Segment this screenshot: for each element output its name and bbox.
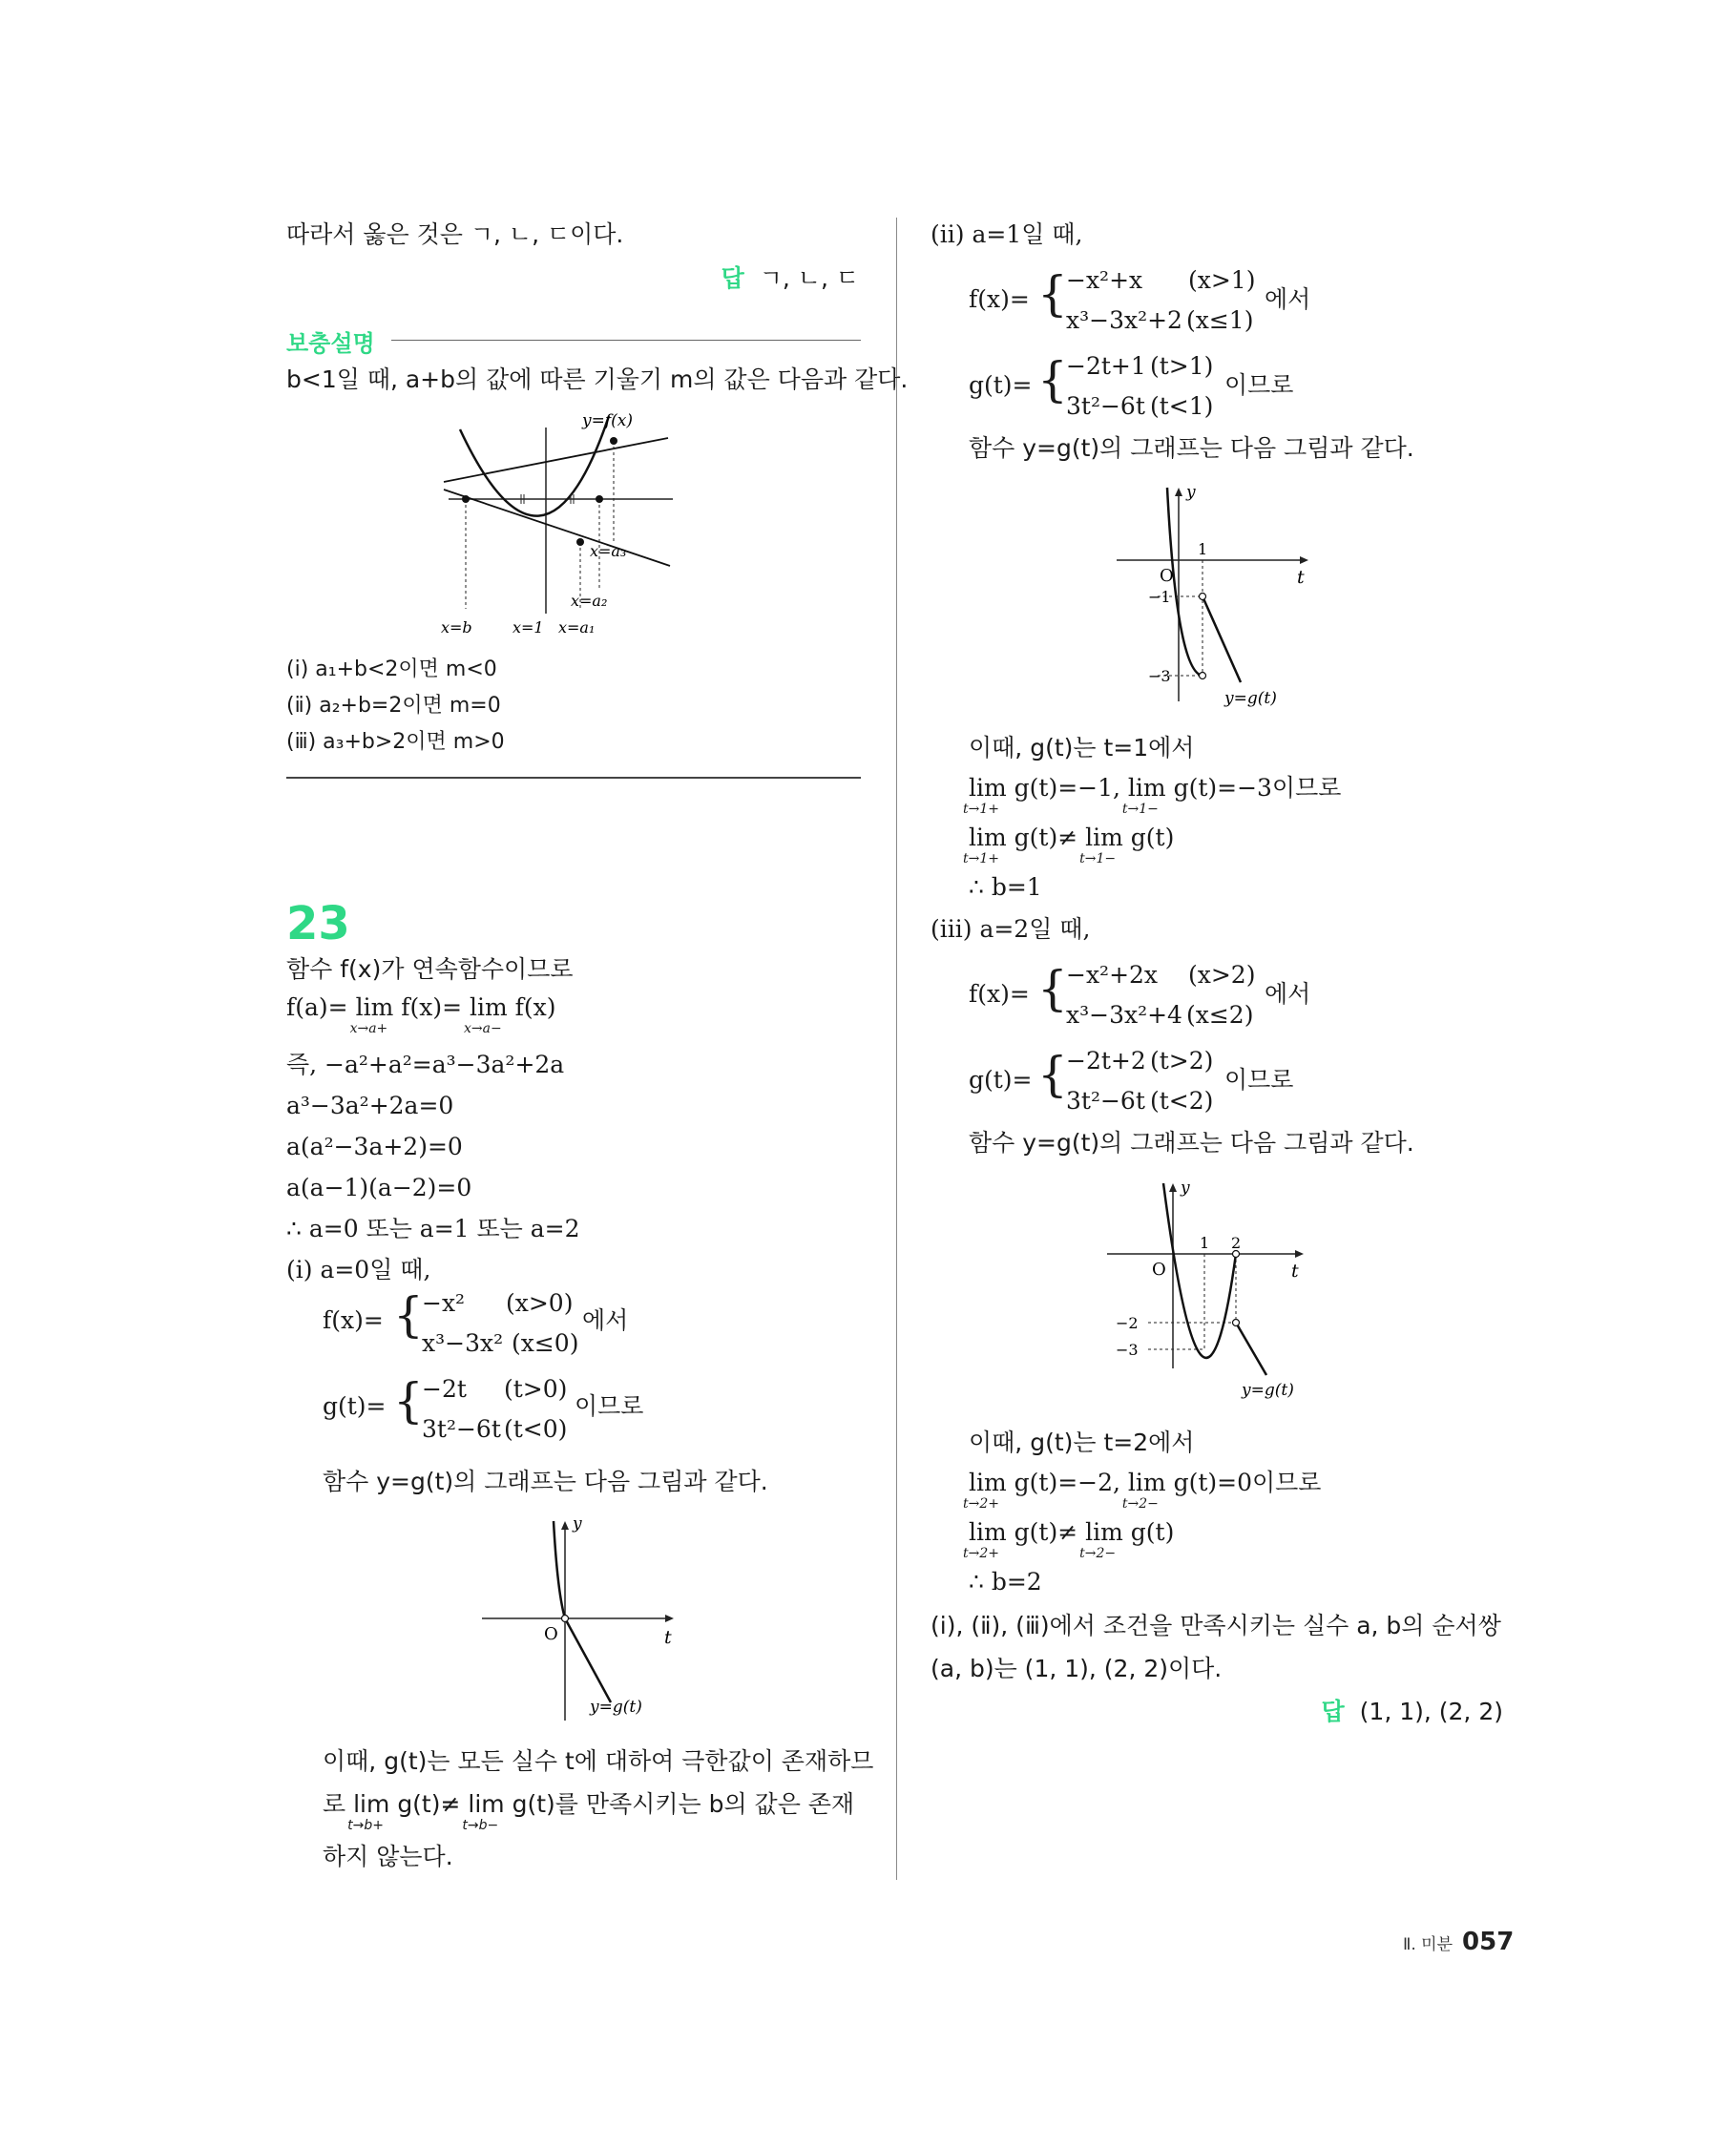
curve-label: y=f(x) <box>582 411 633 430</box>
case-2-g-suffix: 이므로 <box>1224 371 1294 399</box>
origin-label: O <box>1152 1260 1166 1280</box>
case-2-g-bot-cond: (t<1) <box>1150 392 1214 420</box>
text: g(t)≠ <box>1014 824 1078 851</box>
case-1-g-name: g(t)= <box>323 1392 387 1420</box>
problem-number: 23 <box>286 897 350 950</box>
label-a3: x=a₃ <box>590 542 627 560</box>
case-3-g-bot-cond: (t<2) <box>1150 1087 1214 1115</box>
case-2-f-top: −x²+x <box>1066 266 1143 294</box>
g-label: y=g(t) <box>590 1698 642 1717</box>
lim-subscript: x→a− <box>464 1021 502 1036</box>
lim-operator <box>963 823 1007 866</box>
supplement-case-2: (ⅱ) a₂+b=2이면 m=0 <box>286 694 501 718</box>
tick-label-1: 1 <box>1198 540 1208 558</box>
case-3-after: 이때, g(t)는 t=2에서 <box>969 1429 1195 1456</box>
point-a3 <box>610 437 617 445</box>
lim-operator <box>963 1468 1007 1512</box>
lim-eq-mid: f(x)= <box>401 993 463 1021</box>
g-line-right <box>1236 1323 1266 1375</box>
page-number: 057 <box>1462 1928 1515 1956</box>
case-3-g-bot: 3t²−6t <box>1066 1087 1145 1115</box>
supplement-intro: b<1일 때, a+b의 값에 따른 기울기 m의 값은 다음과 같다. <box>286 365 909 393</box>
text: 로 <box>323 1790 346 1818</box>
text: g(t)=−1, <box>1014 774 1120 802</box>
case-2-g-bot: 3t²−6t <box>1066 392 1145 420</box>
t-axis-arrow <box>665 1615 674 1622</box>
lim-subscript: t→1+ <box>963 851 999 866</box>
lim-word: lim <box>969 1469 1007 1496</box>
case-1-f-bot-cond: (x≤0) <box>512 1329 579 1357</box>
lim-operator <box>464 992 508 1036</box>
y-label: y <box>573 1515 582 1534</box>
g-label: y=g(t) <box>1224 689 1277 708</box>
y-axis-arrow <box>1169 1183 1177 1192</box>
point-a1 <box>576 538 584 546</box>
y-label: y <box>1186 483 1196 502</box>
lim-eq-lhs: f(a)= <box>286 993 348 1021</box>
case-3-graph-intro: 함수 y=g(t)의 그래프는 다음 그림과 같다. <box>969 1129 1414 1157</box>
lim-word: lim <box>470 993 508 1021</box>
t-label: t <box>1297 567 1305 588</box>
t-label: t <box>1291 1261 1299 1282</box>
case-3-lim-line-2 <box>963 1517 1175 1561</box>
lim-word: lim <box>355 993 394 1021</box>
case-3-f-top: −x²+2x <box>1066 961 1159 989</box>
brace: { <box>1037 961 1068 1016</box>
supplement-case-3: (ⅲ) a₃+b>2이면 m>0 <box>286 730 505 754</box>
tick-label-1: 1 <box>1200 1234 1210 1252</box>
case-2-result: ∴ b=1 <box>969 873 1042 901</box>
lim-subscript: t→1+ <box>963 802 999 817</box>
limit-equation <box>286 992 556 1036</box>
case-3-f-suffix: 에서 <box>1265 980 1311 1008</box>
lim-word: lim <box>1085 824 1123 851</box>
origin-label: O <box>1160 566 1174 586</box>
label-xb: x=b <box>441 618 472 636</box>
lim-subscript: t→2+ <box>963 1496 999 1512</box>
case-1-f-top-cond: (x>0) <box>506 1289 574 1317</box>
text: g(t)≠ <box>1014 1518 1078 1546</box>
brace: { <box>1037 352 1068 407</box>
tick-label-minus-1: −1 <box>1148 588 1171 606</box>
supplement-title: 보충설명 <box>286 330 375 357</box>
brace: { <box>1037 266 1068 322</box>
open-point-minus-2 <box>1233 1320 1240 1326</box>
case-3-f-bot-cond: (x≤2) <box>1186 1001 1254 1029</box>
supplement-figure <box>429 408 706 642</box>
origin-point <box>562 1616 569 1622</box>
case-3-graph <box>1102 1178 1331 1407</box>
brace: { <box>393 1373 424 1429</box>
lim-subscript: t→b− <box>462 1818 499 1833</box>
lim-subscript: t→b+ <box>347 1818 384 1833</box>
lim-subscript: t→1− <box>1121 802 1159 817</box>
lim-word: lim <box>353 1790 390 1818</box>
lim-word: lim <box>969 824 1007 851</box>
point-b <box>462 495 470 503</box>
chapter-label: Ⅱ. 미분 <box>1403 1935 1454 1954</box>
answer-value: ㄱ, ㄴ, ㄷ <box>759 264 859 292</box>
lim-subscript: t→2− <box>1121 1496 1159 1512</box>
t-label: t <box>664 1627 672 1648</box>
page-footer <box>1403 1928 1515 1956</box>
g-curve-left <box>554 1521 565 1618</box>
lim-operator <box>347 1789 390 1833</box>
text: g(t)를 만족시키는 b의 값은 존재 <box>512 1790 855 1818</box>
case-3-f-bot: x³−3x²+4 <box>1066 1001 1182 1029</box>
case-3-g-top: −2t+2 <box>1066 1047 1146 1074</box>
lim-operator <box>1079 823 1123 866</box>
supplement-case-1: (ⅰ) a₁+b<2이면 m<0 <box>286 657 497 681</box>
case-2-heading: (ⅱ) a=1일 때, <box>931 220 1083 248</box>
lim-word: lim <box>1085 1518 1123 1546</box>
case-3-f-top-cond: (x>2) <box>1188 961 1256 989</box>
case-1-after-1: 이때, g(t)는 모든 실수 t에 대하여 극한값이 존재하므 <box>323 1747 874 1775</box>
case-2-lim-line-2 <box>963 823 1175 866</box>
tick-label-minus-3: −3 <box>1116 1341 1139 1359</box>
case-1-g-top: −2t <box>422 1375 467 1403</box>
case-1-f-bot: x³−3x² <box>422 1329 504 1357</box>
point-a2 <box>596 495 603 503</box>
case-3-f-name: f(x)= <box>969 980 1030 1008</box>
conclusion-text: 따라서 옳은 것은 ㄱ, ㄴ, ㄷ이다. <box>286 220 624 248</box>
answer-label: 답 <box>721 264 744 292</box>
lim-operator <box>462 1789 505 1833</box>
final-answer-box <box>1322 1697 1503 1727</box>
case-1-after-2 <box>323 1789 855 1833</box>
g-line-right <box>565 1618 611 1702</box>
lim-operator <box>349 992 394 1036</box>
case-1-heading: (ⅰ) a=0일 때, <box>286 1256 431 1283</box>
case-1-after-3: 하지 않는다. <box>323 1843 453 1870</box>
solution-line-3: 즉, −a²+a²=a³−3a²+2a <box>286 1051 565 1078</box>
lim-word: lim <box>969 1518 1007 1546</box>
case-2-f-bot-cond: (x≤1) <box>1186 306 1254 334</box>
case-2-f-suffix: 에서 <box>1265 285 1311 313</box>
case-1-f-suffix: 에서 <box>582 1306 629 1334</box>
case-2-after: 이때, g(t)는 t=1에서 <box>969 734 1195 762</box>
text: g(t)=0이므로 <box>1173 1469 1322 1496</box>
g-parabola <box>1163 1183 1236 1358</box>
case-1-f-name: f(x)= <box>323 1306 384 1334</box>
brace: { <box>393 1287 424 1343</box>
lim-word: lim <box>1127 774 1166 802</box>
t-axis-arrow <box>1300 556 1308 564</box>
lim-operator <box>1079 1517 1123 1561</box>
solution-line-4: a³−3a²+2a=0 <box>286 1092 454 1119</box>
lim-subscript: t→2− <box>1079 1546 1117 1561</box>
case-2-f-top-cond: (x>1) <box>1188 266 1256 294</box>
solution-line-5: a(a²−3a+2)=0 <box>286 1133 463 1160</box>
text: g(t) <box>1130 1518 1175 1546</box>
label-x1: x=1 <box>512 618 544 636</box>
column-divider <box>896 218 897 1880</box>
case-1-graph-intro: 함수 y=g(t)의 그래프는 다음 그림과 같다. <box>323 1468 768 1495</box>
origin-label: O <box>544 1624 558 1644</box>
lim-word: lim <box>969 774 1007 802</box>
tick-label-2: 2 <box>1231 1234 1242 1252</box>
case-2-lim-line-1 <box>963 773 1342 817</box>
lim-subscript: x→a+ <box>349 1021 388 1036</box>
case-3-result: ∴ b=2 <box>969 1568 1042 1596</box>
text: g(t)≠ <box>397 1790 461 1818</box>
secant-line-negative <box>444 490 670 566</box>
lim-subscript: t→2+ <box>963 1546 999 1561</box>
lim-operator <box>963 1517 1007 1561</box>
lim-operator <box>1121 773 1166 817</box>
case-2-g-top-cond: (t>1) <box>1150 352 1214 380</box>
text: g(t)=−3이므로 <box>1173 774 1342 802</box>
lim-word: lim <box>1127 1469 1166 1496</box>
final-line-1: (ⅰ), (ⅱ), (ⅲ)에서 조건을 만족시키는 실수 a, b의 순서쌍 <box>931 1612 1501 1639</box>
tick-label-minus-3: −3 <box>1148 667 1171 685</box>
parabola-curve <box>460 416 609 516</box>
answer-value: (1, 1), (2, 2) <box>1359 1698 1503 1725</box>
lim-operator <box>963 773 1007 817</box>
g-line-right <box>1203 596 1241 682</box>
lim-word: lim <box>468 1790 505 1818</box>
case-1-g-bot: 3t²−6t <box>422 1415 501 1443</box>
y-label: y <box>1181 1179 1190 1198</box>
case-1-g-top-cond: (t>0) <box>504 1375 568 1403</box>
g-label: y=g(t) <box>1242 1381 1294 1400</box>
case-3-g-name: g(t)= <box>969 1066 1033 1094</box>
solution-line-7: ∴ a=0 또는 a=1 또는 a=2 <box>286 1215 580 1242</box>
t-axis-arrow <box>1295 1250 1304 1258</box>
brace: { <box>1037 1047 1068 1102</box>
open-point-minus-1 <box>1200 594 1206 600</box>
case-2-graph <box>1112 482 1322 711</box>
y-axis-arrow <box>561 1521 569 1530</box>
open-point-minus-3 <box>1200 673 1206 679</box>
supplement-rule <box>391 340 861 341</box>
case-2-g-name: g(t)= <box>969 371 1033 399</box>
case-1-graph <box>477 1515 687 1725</box>
case-3-heading: (ⅲ) a=2일 때, <box>931 915 1091 943</box>
case-2-g-top: −2t+1 <box>1066 352 1146 380</box>
case-1-g-bot-cond: (t<0) <box>504 1415 568 1443</box>
solution-line-6: a(a−1)(a−2)=0 <box>286 1174 472 1201</box>
case-2-f-bot: x³−3x²+2 <box>1066 306 1182 334</box>
text: g(t) <box>1130 824 1175 851</box>
answer-label: 답 <box>1321 1698 1345 1725</box>
case-3-g-top-cond: (t>2) <box>1150 1047 1214 1074</box>
case-2-graph-intro: 함수 y=g(t)의 그래프는 다음 그림과 같다. <box>969 434 1414 462</box>
case-3-g-suffix: 이므로 <box>1224 1066 1294 1094</box>
final-line-2: (a, b)는 (1, 1), (2, 2)이다. <box>931 1655 1223 1682</box>
case-1-f-top: −x² <box>422 1289 466 1317</box>
label-a2: x=a₂ <box>571 592 608 610</box>
y-axis-arrow <box>1175 488 1182 496</box>
lim-subscript: t→1− <box>1079 851 1117 866</box>
secant-line-positive <box>444 438 668 482</box>
case-3-lim-line-1 <box>963 1468 1322 1512</box>
lim-eq-rhs: f(x) <box>514 993 556 1021</box>
answer-box <box>722 263 859 294</box>
lim-operator <box>1121 1468 1166 1512</box>
case-1-g-suffix: 이므로 <box>575 1392 644 1420</box>
case-2-f-name: f(x)= <box>969 285 1030 313</box>
tick-label-minus-2: −2 <box>1116 1314 1139 1332</box>
text: g(t)=−2, <box>1014 1469 1120 1496</box>
solution-line-1: 함수 f(x)가 연속함수이므로 <box>286 955 574 983</box>
label-a1: x=a₁ <box>558 618 596 636</box>
supplement-end-rule <box>286 777 861 779</box>
